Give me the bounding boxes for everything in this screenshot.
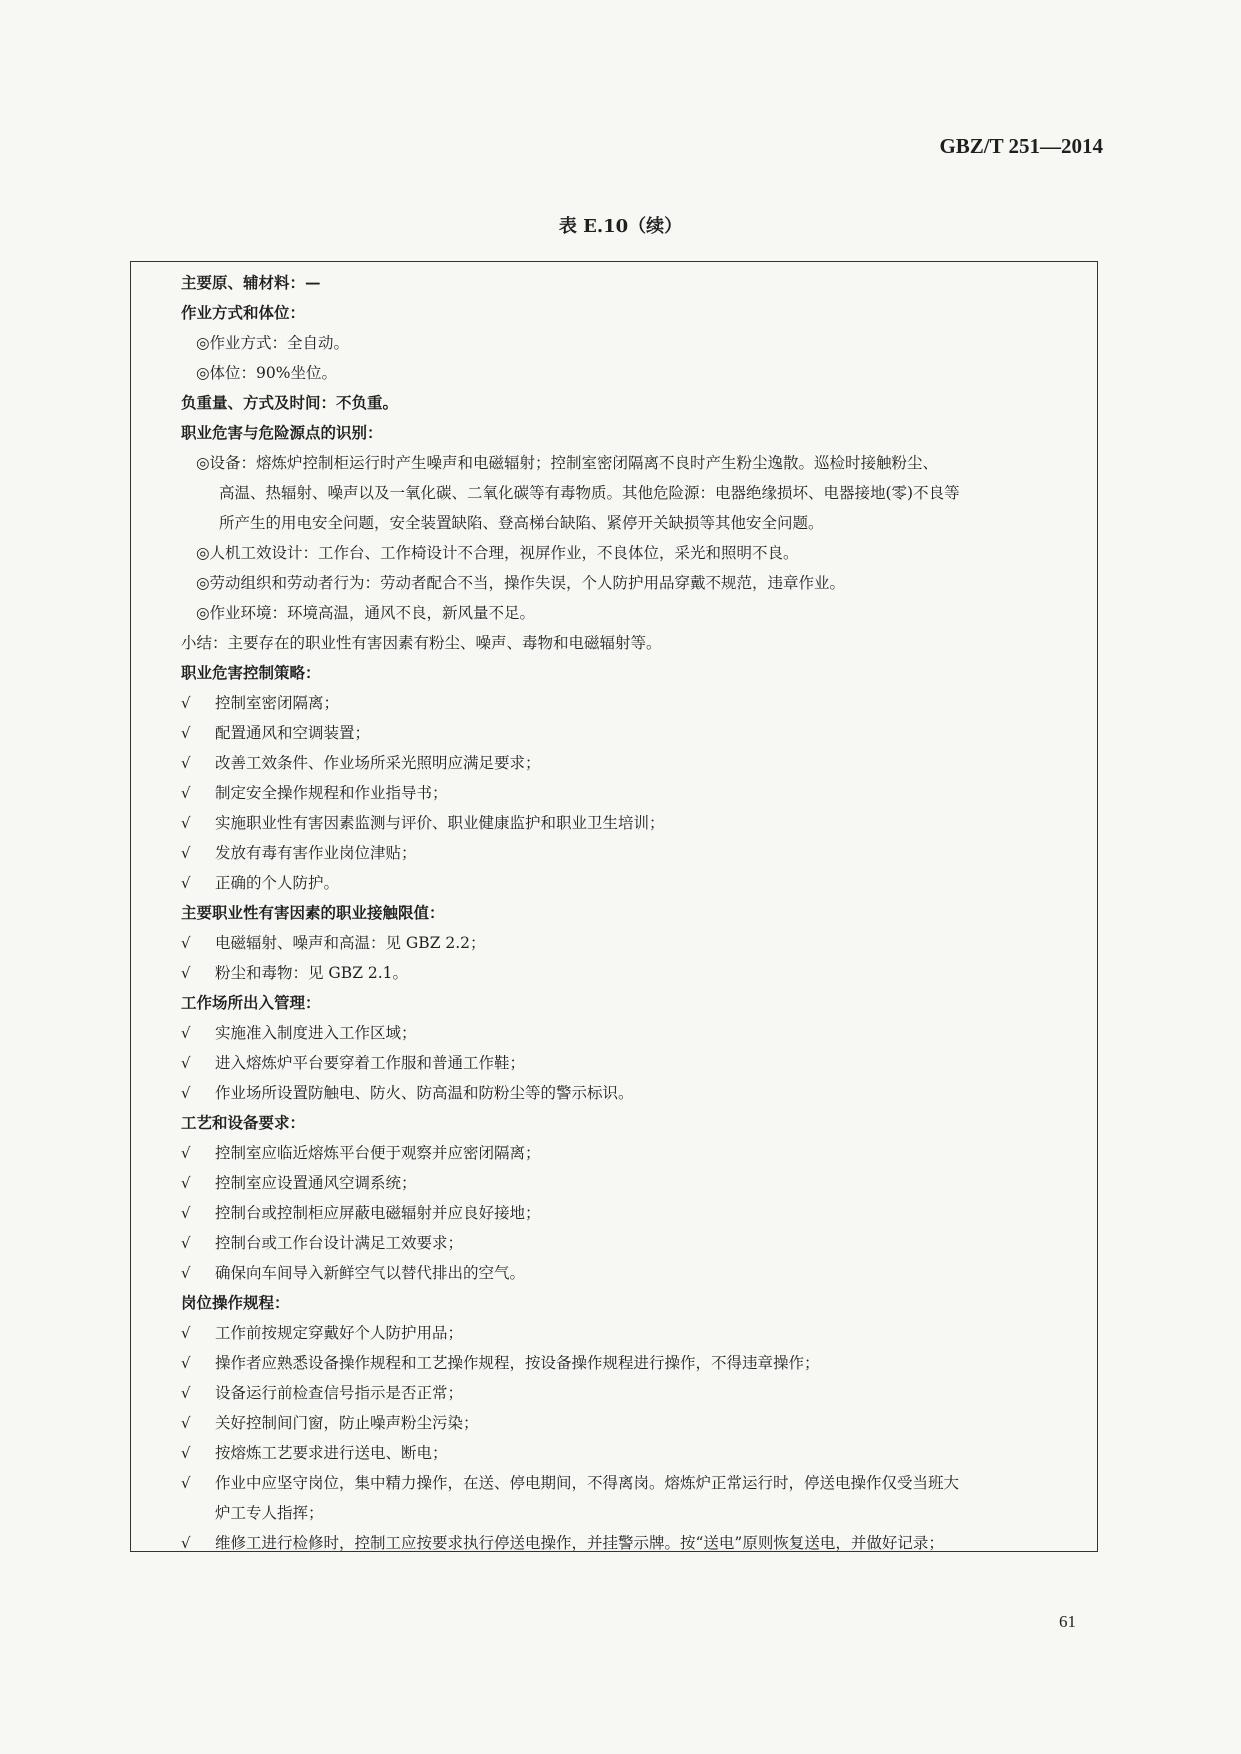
check-icon: √	[181, 874, 191, 892]
control-item: √ 正确的个人防护。	[181, 868, 1091, 898]
table-title: 表 E.10（续）	[558, 216, 683, 237]
summary-line: 小结：主要存在的职业性有害因素有粉尘、噪声、毒物和电磁辐射等。	[181, 634, 662, 652]
control-item: √ 改善工效条件、作业场所采光照明应满足要求；	[181, 748, 1091, 778]
standard-code: GBZ/T 251—2014	[939, 134, 1103, 158]
check-icon: √	[181, 1384, 191, 1402]
work-mode-heading: 作业方式和体位：	[181, 303, 306, 322]
hazard-equipment-line: 高温、热辐射、噪声以及一氧化碳、二氧化碳等有毒物质。其他危险源：电器绝缘损坏、电器接地(零)不良等	[219, 484, 960, 502]
limits-item: √ 电磁辐射、噪声和高温：见 GBZ 2.2；	[181, 928, 1091, 958]
limits-item: √ 粉尘和毒物：见 GBZ 2.1。	[181, 958, 1091, 988]
check-icon: √	[181, 844, 191, 862]
check-icon: √	[181, 1264, 191, 1282]
control-item: √ 配置通风和空调装置；	[181, 718, 1091, 748]
check-icon: √	[181, 724, 191, 742]
access-item: √ 实施准入制度进入工作区域；	[181, 1018, 1091, 1048]
check-icon: √	[181, 1174, 191, 1192]
table-content	[181, 268, 1091, 1558]
procedure-item: √ 设备运行前检查信号指示是否正常；	[181, 1378, 1091, 1408]
procedure-item: √ 工作前按规定穿戴好个人防护用品；	[181, 1318, 1091, 1348]
check-icon: √	[181, 1024, 191, 1042]
control-item: √ 控制室密闭隔离；	[181, 688, 1091, 718]
control-item: √ 发放有毒有害作业岗位津贴；	[181, 838, 1091, 868]
check-icon: √	[181, 1414, 191, 1432]
control-heading: 职业危害控制策略：	[181, 663, 321, 682]
work-mode-item: ◎体位：90%坐位。	[196, 364, 337, 382]
procedure-item-continuation: 炉工专人指挥；	[215, 1504, 324, 1522]
check-icon: √	[181, 1234, 191, 1252]
access-item: √ 进入熔炼炉平台要穿着工作服和普通工作鞋；	[181, 1048, 1091, 1078]
check-icon: √	[181, 1144, 191, 1162]
access-heading: 工作场所出入管理：	[181, 993, 321, 1012]
limits-heading: 主要职业性有害因素的职业接触限值：	[181, 903, 445, 922]
check-icon: √	[181, 1444, 191, 1462]
check-icon: √	[181, 1084, 191, 1102]
procedure-item: √ 作业中应坚守岗位，集中精力操作，在送、停电期间，不得离岗。熔炼炉正常运行时，停送电操作仅受当班大	[181, 1468, 1091, 1498]
check-icon: √	[181, 1354, 191, 1372]
check-icon: √	[181, 784, 191, 802]
procedure-item: √ 维修工进行检修时，控制工应按要求执行停送电操作，并挂警示牌。按“送电”原则恢复送电，并做好记录；	[181, 1528, 1091, 1558]
hazard-heading: 职业危害与危险源点的识别：	[181, 423, 383, 442]
page-number: 61	[1059, 1612, 1076, 1631]
procedure-item: √ 关好控制间门窗，防止噪声粉尘污染；	[181, 1408, 1091, 1438]
equipment-item: √ 控制室应临近熔炼平台便于观察并应密闭隔离；	[181, 1138, 1091, 1168]
materials-line: 主要原、辅材料：—	[181, 273, 321, 292]
check-icon: √	[181, 1324, 191, 1342]
load-line: 负重量、方式及时间：不负重。	[181, 393, 399, 412]
check-icon: √	[181, 1054, 191, 1072]
check-icon: √	[181, 694, 191, 712]
equipment-item: √ 控制台或控制柜应屏蔽电磁辐射并应良好接地；	[181, 1198, 1091, 1228]
check-icon: √	[181, 964, 191, 982]
equipment-item: √ 控制室应设置通风空调系统；	[181, 1168, 1091, 1198]
procedure-item: √ 按熔炼工艺要求进行送电、断电；	[181, 1438, 1091, 1468]
access-item: √ 作业场所设置防触电、防火、防高温和防粉尘等的警示标识。	[181, 1078, 1091, 1108]
equipment-item: √ 确保向车间导入新鲜空气以替代排出的空气。	[181, 1258, 1091, 1288]
work-mode-item: ◎作业方式：全自动。	[196, 334, 350, 352]
hazard-item: ◎人机工效设计：工作台、工作椅设计不合理，视屏作业，不良体位，采光和照明不良。	[196, 544, 799, 562]
hazard-equipment-line: ◎设备：熔炼炉控制柜运行时产生噪声和电磁辐射；控制室密闭隔离不良时产生粉尘逸散。巡检时接触粉尘、	[196, 454, 939, 472]
check-icon: √	[181, 1474, 191, 1492]
equipment-heading: 工艺和设备要求：	[181, 1113, 306, 1132]
equipment-item: √ 控制台或工作台设计满足工效要求；	[181, 1228, 1091, 1258]
table-frame	[130, 261, 1098, 1552]
check-icon: √	[181, 1534, 191, 1552]
hazard-item: ◎劳动组织和劳动者行为：劳动者配合不当，操作失误，个人防护用品穿戴不规范，违章作业。	[196, 574, 846, 592]
hazard-item: ◎作业环境：环境高温，通风不良，新风量不足。	[196, 604, 536, 622]
control-item: √ 制定安全操作规程和作业指导书；	[181, 778, 1091, 808]
hazard-equipment-line: 所产生的用电安全问题，安全装置缺陷、登高梯台缺陷、紧停开关缺损等其他安全问题。	[219, 514, 824, 532]
control-item: √ 实施职业性有害因素监测与评价、职业健康监护和职业卫生培训；	[181, 808, 1091, 838]
procedure-item: √ 操作者应熟悉设备操作规程和工艺操作规程，按设备操作规程进行操作，不得违章操作；	[181, 1348, 1091, 1378]
check-icon: √	[181, 1204, 191, 1222]
check-icon: √	[181, 934, 191, 952]
check-icon: √	[181, 814, 191, 832]
procedure-heading: 岗位操作规程：	[181, 1293, 290, 1312]
check-icon: √	[181, 754, 191, 772]
